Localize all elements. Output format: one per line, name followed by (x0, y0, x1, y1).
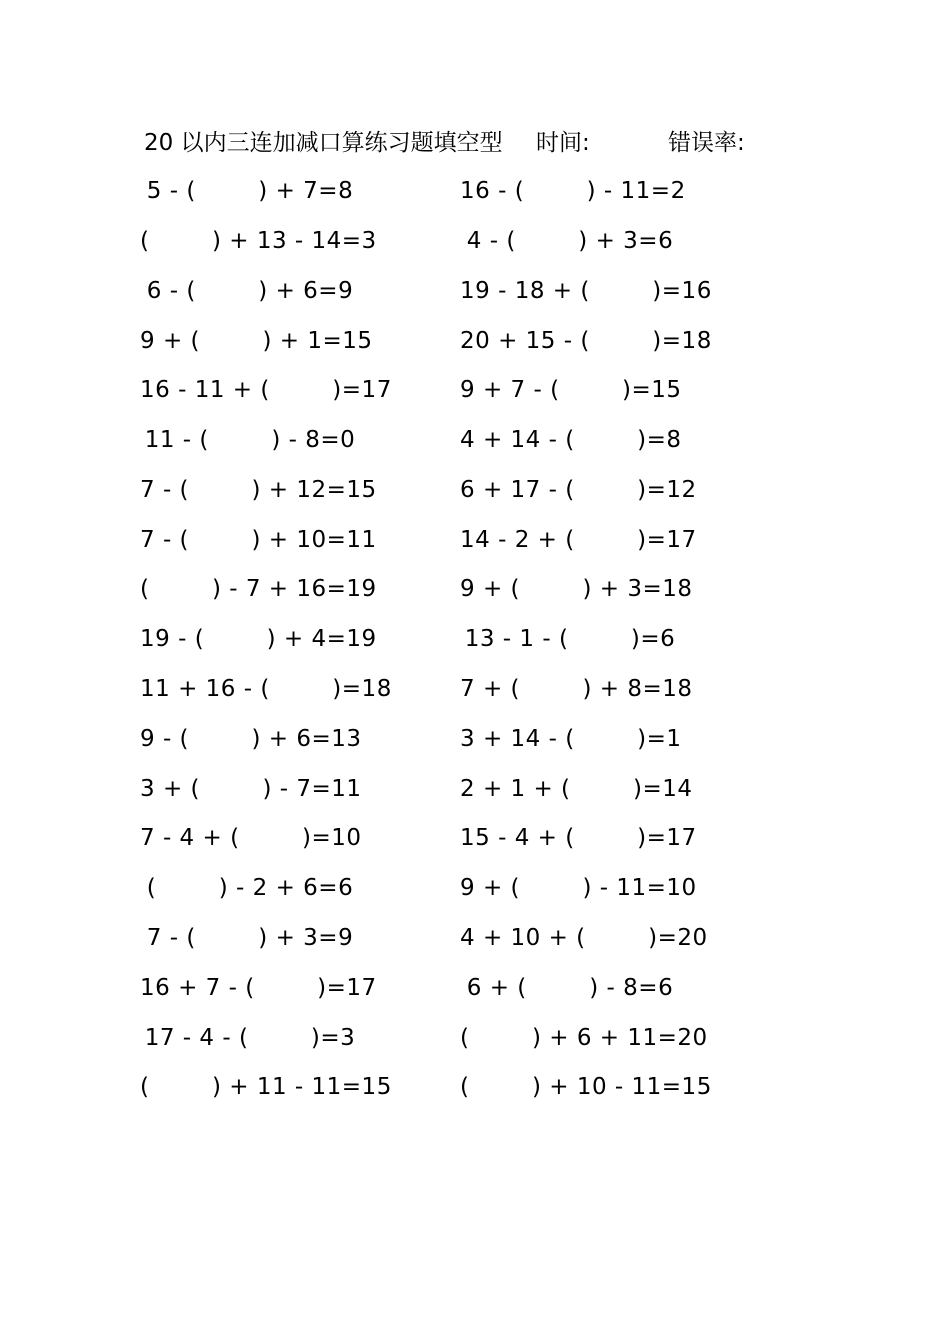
problem-left: 11 + 16 - ( )=18 (140, 676, 392, 702)
problem-right: 4 - ( ) + 3=6 (466, 228, 674, 254)
problem-left: 3 + ( ) - 7=11 (140, 776, 362, 802)
problem-right: 2 + 1 + ( )=14 (460, 776, 693, 802)
problem-row (0, 1018, 950, 1058)
problem-left: ( ) - 7 + 16=19 (140, 576, 377, 602)
time-label: 时间: (536, 130, 590, 156)
problem-right: 9 + ( ) - 11=10 (460, 875, 697, 901)
problem-right: 7 + ( ) + 8=18 (460, 676, 693, 702)
problem-row (0, 818, 950, 858)
problem-row (0, 569, 950, 609)
problem-left: 16 + 7 - ( )=17 (140, 975, 377, 1001)
problem-left: 9 + ( ) + 1=15 (140, 328, 373, 354)
problem-right: 9 + ( ) + 3=18 (460, 576, 693, 602)
problem-row (0, 321, 950, 361)
problem-row (0, 271, 950, 311)
problem-left: 17 - 4 - ( )=3 (144, 1025, 356, 1051)
problem-row (0, 520, 950, 560)
problem-row (0, 1067, 950, 1107)
problem-row (0, 470, 950, 510)
problem-right: 14 - 2 + ( )=17 (460, 527, 697, 553)
problem-left: ( ) - 2 + 6=6 (146, 875, 354, 901)
problem-right: 20 + 15 - ( )=18 (460, 328, 712, 354)
problem-row (0, 171, 950, 211)
problem-left: 6 - ( ) + 6=9 (146, 278, 354, 304)
problem-right: 9 + 7 - ( )=15 (460, 377, 682, 403)
problem-right: 13 - 1 - ( )=6 (464, 626, 676, 652)
worksheet-title: 20 以内三连加减口算练习题填空型 (144, 130, 503, 156)
problem-left: 19 - ( ) + 4=19 (140, 626, 377, 652)
problem-right: ( ) + 6 + 11=20 (460, 1025, 708, 1051)
problem-right: 6 + 17 - ( )=12 (460, 477, 697, 503)
problem-right: 15 - 4 + ( )=17 (460, 825, 697, 851)
problem-left: 7 - 4 + ( )=10 (140, 825, 362, 851)
problem-row (0, 968, 950, 1008)
problem-row (0, 918, 950, 958)
problem-left: 7 - ( ) + 10=11 (140, 527, 377, 553)
problem-left: 7 - ( ) + 3=9 (146, 925, 354, 951)
problem-row (0, 619, 950, 659)
problem-left: 11 - ( ) - 8=0 (144, 427, 356, 453)
problem-right: 4 + 14 - ( )=8 (460, 427, 682, 453)
problem-row (0, 719, 950, 759)
problem-left: 16 - 11 + ( )=17 (140, 377, 392, 403)
problem-row (0, 370, 950, 410)
problem-right: ( ) + 10 - 11=15 (460, 1074, 712, 1100)
error-rate-label: 错误率: (668, 130, 745, 156)
problem-right: 3 + 14 - ( )=1 (460, 726, 682, 752)
problem-left: ( ) + 11 - 11=15 (140, 1074, 392, 1100)
problem-row (0, 420, 950, 460)
problem-right: 4 + 10 + ( )=20 (460, 925, 708, 951)
problem-left: 7 - ( ) + 12=15 (140, 477, 377, 503)
problem-right: 16 - ( ) - 11=2 (460, 178, 686, 204)
problem-right: 6 + ( ) - 8=6 (466, 975, 674, 1001)
problem-left: 9 - ( ) + 6=13 (140, 726, 362, 752)
problem-row (0, 769, 950, 809)
problem-left: ( ) + 13 - 14=3 (140, 228, 377, 254)
problem-row (0, 669, 950, 709)
problem-row (0, 868, 950, 908)
problem-right: 19 - 18 + ( )=16 (460, 278, 712, 304)
problem-left: 5 - ( ) + 7=8 (146, 178, 354, 204)
problem-row (0, 221, 950, 261)
